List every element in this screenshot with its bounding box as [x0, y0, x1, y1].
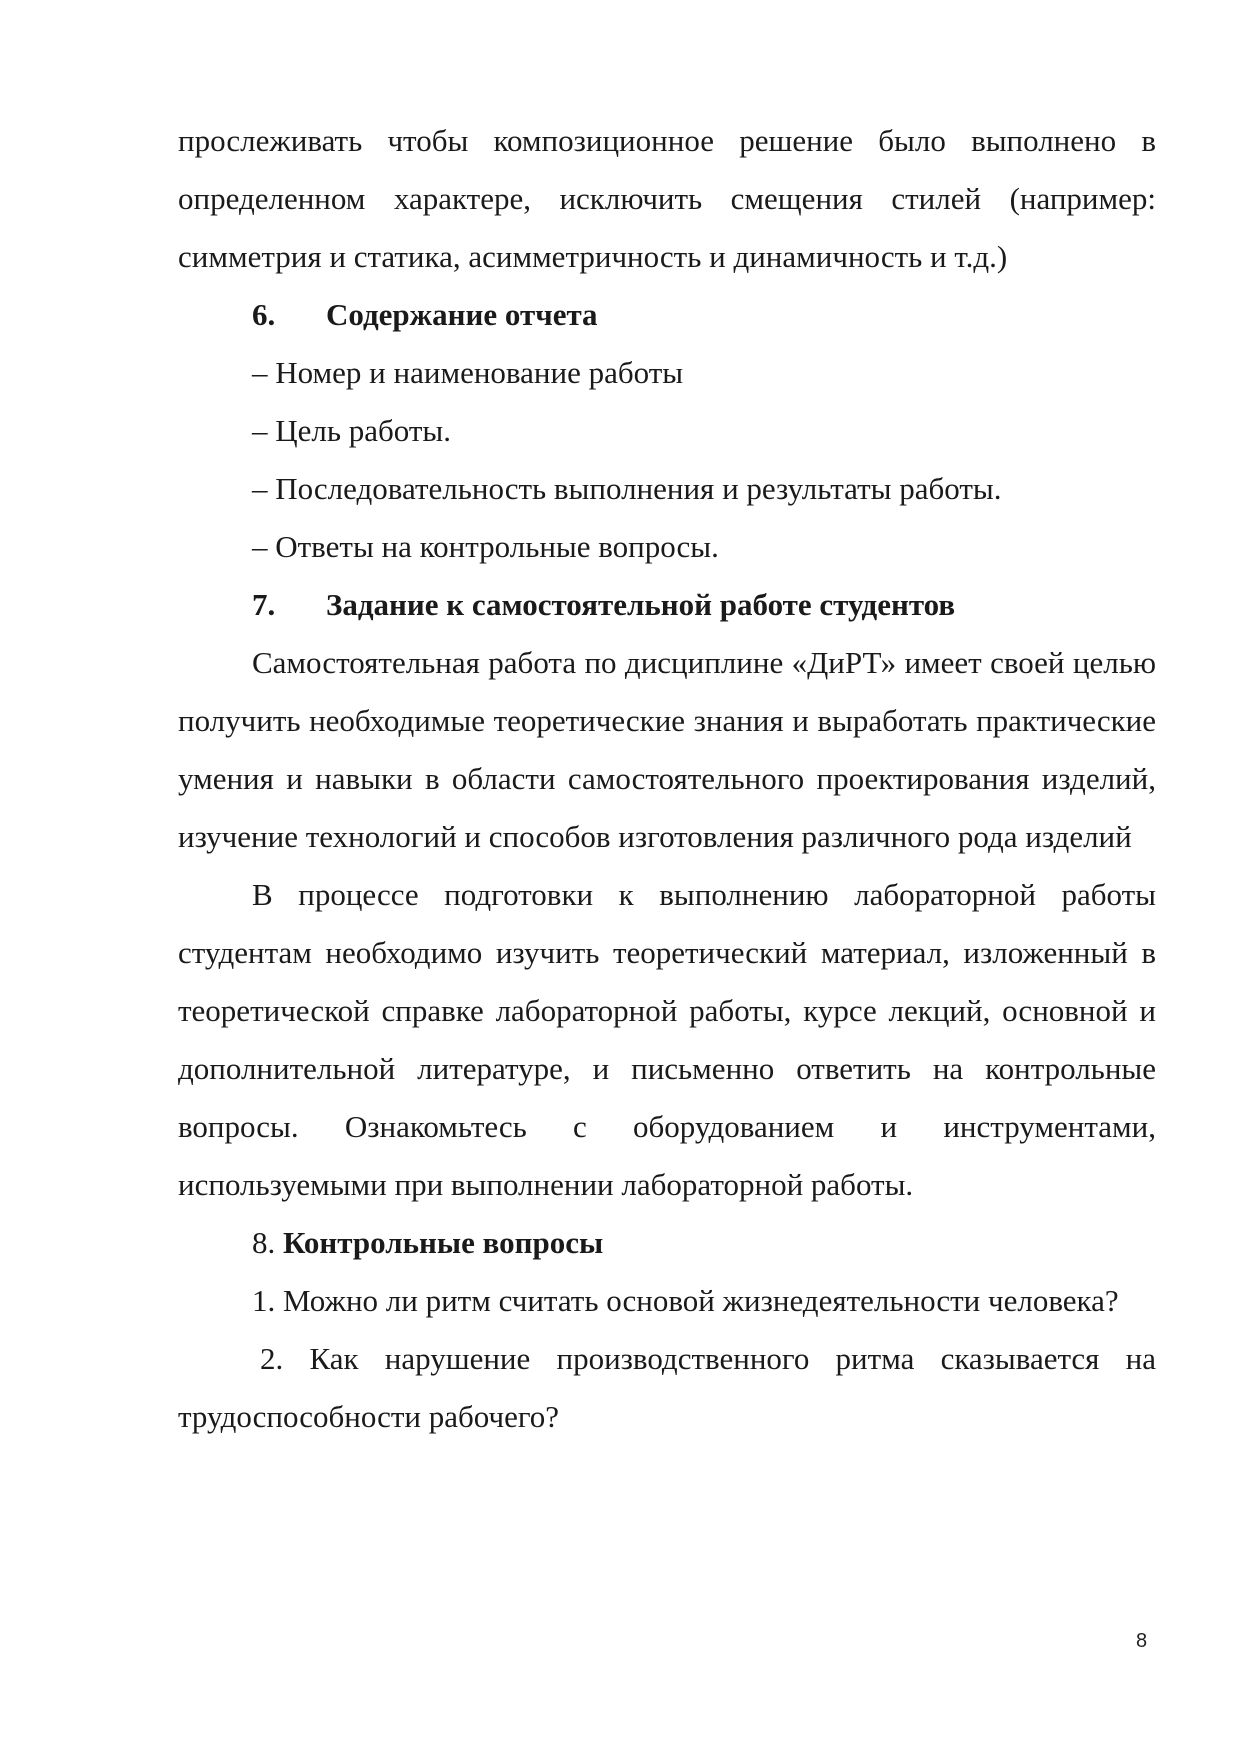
page-content	[178, 112, 1156, 1446]
preparation-paragraph: В процессе подготовки к выполнению лабораторной работы студентам необходимо изучить теоретический материал, изложенный в теоретической справке лабораторной работы, курсе лекций, основной и дополнительной литературе, и письменно ответить на контрольные вопросы. Ознакомьтесь с оборудованием и инструментами, используемыми при выполнении лабораторной работы.	[178, 877, 1156, 1202]
section-6-title: Содержание отчета	[326, 297, 598, 332]
section-7-number: 7.	[252, 587, 276, 622]
section-6-heading	[178, 286, 1156, 344]
intro-paragraph: прослеживать чтобы композиционное решение было выполнено в определенном характере, исключить смещения стилей (например: симметрия и статика, асимметричность и динамичность и т.д.)	[178, 123, 1156, 274]
independent-work-paragraph: Самостоятельная работа по дисциплине «ДиРТ» имеет своей целью получить необходимые теоретические знания и выработать практические умения и навыки в области самостоятельного проектирования изделий, изучение технологий и способов изготовления различного рода изделий	[178, 645, 1156, 854]
section-7-heading	[178, 576, 1156, 634]
page-number: 8	[1136, 1630, 1148, 1652]
section-8-heading	[178, 1214, 1156, 1272]
report-item: – Последовательность выполнения и результаты работы.	[252, 471, 1002, 506]
control-question-1: 1. Можно ли ритм считать основой жизнедеятельности человека?	[252, 1283, 1119, 1318]
section-8-title: Контрольные вопросы	[283, 1225, 604, 1260]
section-7-title: Задание к самостоятельной работе студентов	[326, 587, 956, 622]
report-item: – Цель работы.	[252, 413, 452, 448]
section-6-number: 6.	[252, 297, 276, 332]
report-item: – Номер и наименование работы	[252, 355, 684, 390]
control-question-2: 2. Как нарушение производственного ритма сказывается на трудоспособности рабочего?	[178, 1341, 1156, 1434]
report-item: – Ответы на контрольные вопросы.	[252, 529, 719, 564]
section-8-number: 8.	[252, 1225, 276, 1260]
